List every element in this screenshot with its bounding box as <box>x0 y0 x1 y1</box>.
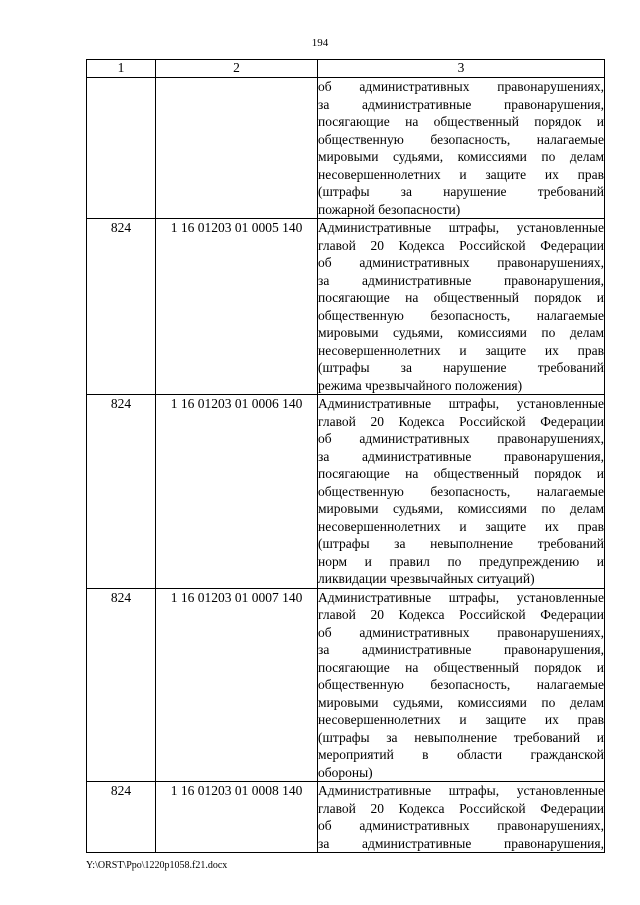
description-line: посягающие на общественный порядок и <box>318 466 604 481</box>
description-line: несовершеннолетних и защите их прав <box>318 712 604 727</box>
table-row <box>87 395 605 589</box>
admin-code-cell: 824 <box>87 782 156 853</box>
description-cell <box>318 395 605 589</box>
description-line: об административных правонарушениях, <box>318 818 604 833</box>
description-cell <box>318 78 605 219</box>
description-line: (штрафы за нарушение требований <box>318 360 604 375</box>
budget-codes-table <box>86 59 605 853</box>
description-line: пожарной безопасности) <box>318 201 461 217</box>
description-line: несовершеннолетних и защите их прав <box>318 342 604 358</box>
admin-code-cell <box>87 78 156 219</box>
description-line: режима чрезвычайного положения) <box>318 377 523 393</box>
budget-classification-code-cell: 1 16 01203 01 0007 140 <box>156 588 318 782</box>
description-line: общественную безопасность, налагаемые <box>318 307 604 323</box>
description-line: главой 20 Кодекса Российской Федерации <box>318 237 604 253</box>
description-line: (штрафы за невыполнение требований <box>318 536 604 551</box>
description-line: за административные правонарушения, <box>318 642 604 657</box>
description-line: главой 20 Кодекса Российской Федерации <box>318 800 604 816</box>
admin-code-cell: 824 <box>87 219 156 395</box>
table-row <box>87 78 605 219</box>
description-line: об административных правонарушениях, <box>318 255 604 270</box>
admin-code-cell: 824 <box>87 395 156 589</box>
budget-classification-code-cell <box>156 78 318 219</box>
budget-classification-code-cell: 1 16 01203 01 0008 140 <box>156 782 318 853</box>
description-line: об административных правонарушениях, <box>318 624 604 640</box>
admin-code-cell: 824 <box>87 588 156 782</box>
description-line: мировыми судьями, комиссиями по делам <box>318 501 604 516</box>
description-line: мероприятий в области гражданской <box>318 747 604 762</box>
table-header-row <box>87 60 605 78</box>
table-row <box>87 588 605 782</box>
description-line: главой 20 Кодекса Российской Федерации <box>318 607 604 622</box>
description-line: об административных правонарушениях, <box>318 431 604 446</box>
column-header-1: 1 <box>87 60 156 78</box>
column-header-2: 2 <box>156 60 318 78</box>
description-line: мировыми судьями, комиссиями по делам <box>318 149 604 164</box>
description-line: Административные штрафы, установленные <box>318 220 604 235</box>
description-line: обороны) <box>318 764 373 780</box>
description-line: посягающие на общественный порядок и <box>318 659 604 675</box>
description-line: за административные правонарушения, <box>318 448 604 464</box>
description-line: (штрафы за невыполнение требований и <box>318 729 604 745</box>
description-line: общественную безопасность, налагаемые <box>318 131 604 147</box>
page-number: 194 <box>311 37 329 49</box>
description-line: общественную безопасность, налагаемые <box>318 677 604 692</box>
description-line: ликвидации чрезвычайных ситуаций) <box>318 571 535 586</box>
description-line: мировыми судьями, комиссиями по делам <box>318 694 604 710</box>
description-cell <box>318 782 605 853</box>
description-line: несовершеннолетних и защите их прав <box>318 166 604 182</box>
description-line: несовершеннолетних и защите их прав <box>318 518 604 534</box>
description-line: Административные штрафы, установленные <box>318 396 604 411</box>
description-line: Административные штрафы, установленные <box>318 783 604 798</box>
table-row <box>87 219 605 395</box>
budget-classification-code-cell: 1 16 01203 01 0006 140 <box>156 395 318 589</box>
description-line: главой 20 Кодекса Российской Федерации <box>318 413 604 429</box>
description-cell <box>318 588 605 782</box>
description-cell <box>318 219 605 395</box>
description-line: Административные штрафы, установленные <box>318 589 604 605</box>
description-line: (штрафы за нарушение требований <box>318 184 604 199</box>
budget-classification-code-cell: 1 16 01203 01 0005 140 <box>156 219 318 395</box>
description-line: за административные правонарушения, <box>318 96 604 112</box>
description-line: посягающие на общественный порядок и <box>318 290 604 305</box>
file-path-footer: Y:\ORST\Ppo\1220p1058.f21.docx <box>86 860 228 871</box>
description-line: мировыми судьями, комиссиями по делам <box>318 325 604 340</box>
table-row <box>87 782 605 853</box>
description-line: за административные правонарушения, <box>318 835 604 851</box>
description-line: общественную безопасность, налагаемые <box>318 483 604 499</box>
description-line: норм и правил по предупреждению и <box>318 553 604 569</box>
description-line: за административные правонарушения, <box>318 272 604 288</box>
column-header-3: 3 <box>318 60 605 78</box>
description-line: об административных правонарушениях, <box>318 79 604 94</box>
description-line: посягающие на общественный порядок и <box>318 114 604 129</box>
